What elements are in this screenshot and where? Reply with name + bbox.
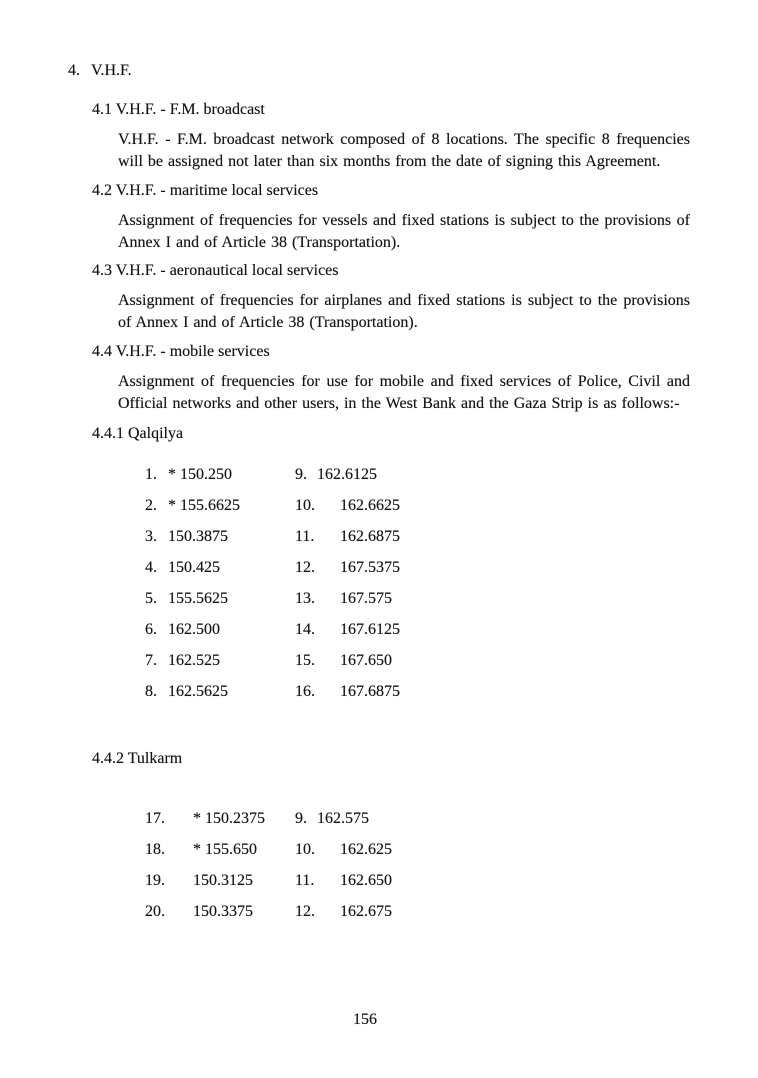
frequency-value: 167.650 <box>340 652 392 669</box>
entry-number: 12. <box>295 559 315 576</box>
location-heading-tulkarm: 4.4.2 Tulkarm <box>92 750 183 767</box>
subsection-heading-4-2: 4.2 V.H.F. - maritime local services <box>92 182 319 199</box>
frequency-value: 167.5375 <box>340 559 400 576</box>
frequency-row <box>145 589 692 620</box>
subsection-heading-4-4: 4.4 V.H.F. - mobile services <box>92 343 270 360</box>
section-heading <box>68 61 692 81</box>
section-number: 4. <box>68 62 80 79</box>
subsection-heading-4-1: 4.1 V.H.F. - F.M. broadcast <box>92 101 265 118</box>
entry-number: 7. <box>145 652 157 669</box>
paragraph-4-3: Assignment of frequencies for airplanes and fixed stations is subject to the provisions of Annex I and of Article 38 (Transportation). <box>118 292 690 331</box>
entry-number: 16. <box>295 683 315 700</box>
frequency-value: 167.575 <box>340 590 392 607</box>
entry-number: 20. <box>145 903 165 920</box>
paragraph-4-1: V.H.F. - F.M. broadcast network composed of 8 locations. The specific 8 frequencies will be assigned not later than six months from the date of signing this Agreement. <box>118 131 690 170</box>
entry-number: 10. <box>295 497 315 514</box>
entry-number: 3. <box>145 528 157 545</box>
frequency-value: 150.3375 <box>193 903 253 920</box>
frequency-value: 162.650 <box>340 872 392 889</box>
frequency-value: 162.6125 <box>317 466 377 483</box>
frequency-value: * 150.2375 <box>193 810 265 827</box>
frequency-row <box>145 682 692 713</box>
entry-number: 11. <box>295 528 315 545</box>
frequency-value: 162.6625 <box>340 497 400 514</box>
document-content <box>68 61 692 933</box>
frequency-value: 162.5625 <box>168 683 228 700</box>
page-number: 156 <box>353 1011 377 1028</box>
entry-number: 4. <box>145 559 157 576</box>
frequency-row <box>145 840 692 871</box>
entry-number: 11. <box>295 872 315 889</box>
frequency-value: 162.575 <box>317 810 369 827</box>
frequency-value: 162.675 <box>340 903 392 920</box>
entry-number: 12. <box>295 903 315 920</box>
frequency-table-tulkarm <box>145 809 692 933</box>
entry-number: 5. <box>145 590 157 607</box>
entry-number: 10. <box>295 841 315 858</box>
entry-number: 2. <box>145 497 157 514</box>
frequency-row <box>145 558 692 589</box>
frequency-value: 155.5625 <box>168 590 228 607</box>
frequency-row <box>145 871 692 902</box>
entry-number: 6. <box>145 621 157 638</box>
section-title: V.H.F. <box>91 62 132 79</box>
frequency-value: 162.525 <box>168 652 220 669</box>
paragraph-4-4: Assignment of frequencies for use for mobile and fixed services of Police, Civil and Official networks and other users, in the West Bank and the Gaza Strip is as follows:- <box>118 373 690 412</box>
entry-number: 18. <box>145 841 165 858</box>
frequency-value: 162.6875 <box>340 528 400 545</box>
entry-number: 9. <box>295 466 307 483</box>
frequency-value: 150.425 <box>168 559 220 576</box>
frequency-row <box>145 809 692 840</box>
entry-number: 17. <box>145 810 165 827</box>
paragraph-4-2: Assignment of frequencies for vessels and fixed stations is subject to the provisions of Annex I and of Article 38 (Transportation). <box>118 212 690 251</box>
subsection-heading-4-3: 4.3 V.H.F. - aeronautical local services <box>92 262 339 279</box>
frequency-row <box>145 651 692 682</box>
frequency-row <box>145 620 692 651</box>
frequency-value: * 155.650 <box>193 841 257 858</box>
frequency-row <box>145 496 692 527</box>
frequency-value: 162.625 <box>340 841 392 858</box>
entry-number: 8. <box>145 683 157 700</box>
frequency-value: 167.6875 <box>340 683 400 700</box>
frequency-row <box>145 465 692 496</box>
frequency-table-qalqilya <box>145 465 692 713</box>
frequency-value: * 155.6625 <box>168 497 240 514</box>
frequency-value: 167.6125 <box>340 621 400 638</box>
frequency-value: 162.500 <box>168 621 220 638</box>
entry-number: 1. <box>145 466 157 483</box>
frequency-value: 150.3875 <box>168 528 228 545</box>
location-heading-qalqilya: 4.4.1 Qalqilya <box>92 425 184 442</box>
entry-number: 19. <box>145 872 165 889</box>
frequency-value: 150.3125 <box>193 872 253 889</box>
entry-number: 9. <box>295 810 307 827</box>
entry-number: 14. <box>295 621 315 638</box>
frequency-row <box>145 902 692 933</box>
frequency-row <box>145 527 692 558</box>
frequency-value: * 150.250 <box>168 466 232 483</box>
entry-number: 13. <box>295 590 315 607</box>
entry-number: 15. <box>295 652 315 669</box>
